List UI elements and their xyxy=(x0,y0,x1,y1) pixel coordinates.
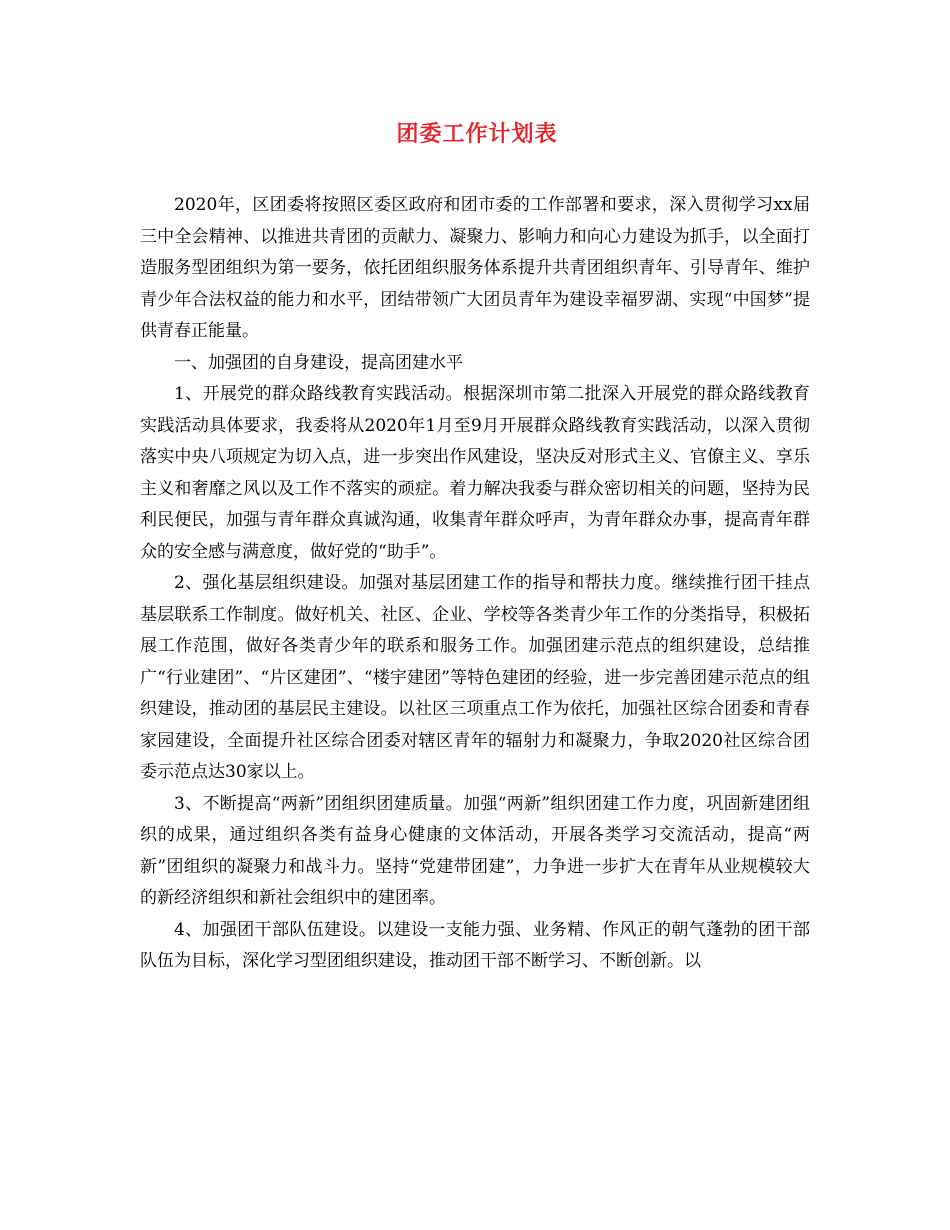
document-title: 团委工作计划表 xyxy=(396,121,558,147)
paragraph-item-2: 2、强化基层组织建设。加强对基层团建工作的指导和帮扶力度。继续推行团干挂点基层联系工作制度。做好机关、社区、企业、学校等各类青少年工作的分类指导，积极拓展工作范围，做好各类青少年的联系和服务工作。加强团建示范点的组织建设，总结推广“行业建团”、“片区建团”、“楼宇建团”等特色建团的经验，进一步完善团建示范点的组织建设，推动团的基层民主建设。以社区三项重点工作为依托，加强社区综合团委和青春家园建设，全面提升社区综合团委对辖区青年的辐射力和凝聚力，争取2020社区综合团委示范点达30家以上。 xyxy=(140,573,810,782)
paragraph-item-3: 3、不断提高“两新”团组织团建质量。加强“两新”组织团建工作力度，巩固新建团组织的成果，通过组织各类有益身心健康的文体活动，开展各类学习交流活动，提高“两新”团组织的凝聚力和战斗力。坚持“党建带团建”，力争进一步扩大在青年从业规模较大的新经济组织和新社会组织中的建团率。 xyxy=(140,793,810,908)
paragraph-item-4: 4、加强团干部队伍建设。以建设一支能力强、业务精、作风正的朝气蓬勃的团干部队伍为目标，深化学习型团组织建设，推动团干部不断学习、不断创新。以 xyxy=(140,919,810,971)
section-heading-1: 一、加强团的自身建设，提高团建水平 xyxy=(174,352,463,373)
paragraph-item-1: 1、开展党的群众路线教育实践活动。根据深圳市第二批深入开展党的群众路线教育实践活动具体要求，我委将从2020年1月至9月开展群众路线教育实践活动，以深入贯彻落实中央八项规定为切入点，进一步突出作风建设，坚决反对形式主义、官僚主义、享乐主义和奢靡之风以及工作不落实的顽症。着力解决我委与群众密切相关的问题，坚持为民利民便民，加强与青年群众真诚沟通，收集青年群众呼声，为青年群众办事，提高青年群众的安全感与满意度，做好党的“助手”。 xyxy=(140,384,810,562)
paragraph-intro: 2020年，区团委将按照区委区政府和团市委的工作部署和要求，深入贯彻学习xx届三中全会精神、以推进共青团的贡献力、凝聚力、影响力和向心力建设为抓手，以全面打造服务型团组织为第一要务，依托团组织服务体系提升共青团组织青年、引导青年、维护青少年合法权益的能力和水平，团结带领广大团员青年为建设幸福罗湖、实现“中国梦”提供青春正能量。 xyxy=(140,195,810,341)
